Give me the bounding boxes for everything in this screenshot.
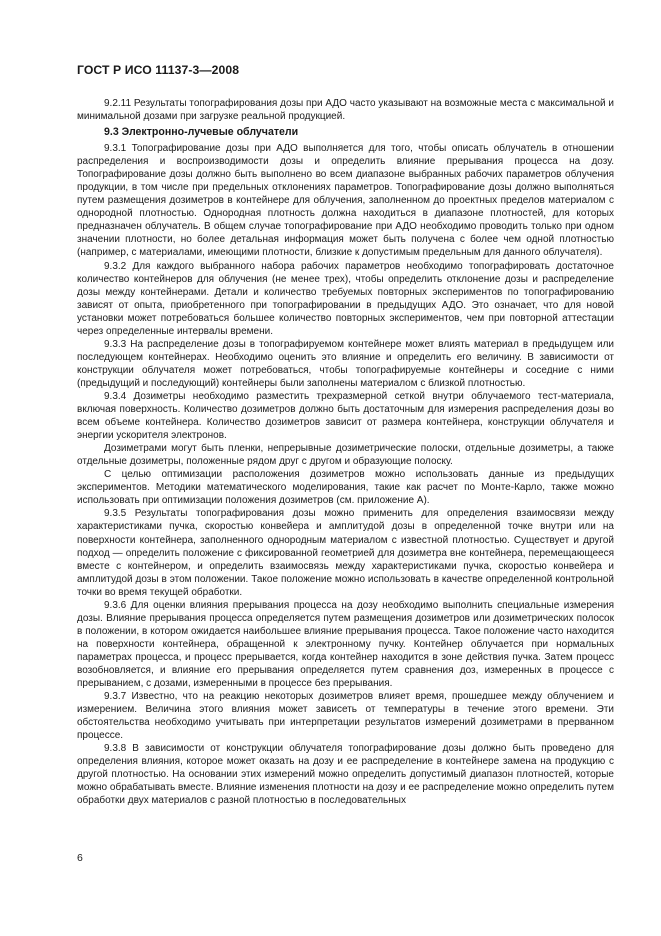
document-body: [77, 97, 614, 807]
paragraph-9-3-3: 9.3.3 На распределение дозы в топографируемом контейнере может влиять материал в предыдущем или последующем контейнерах. Необходимо оценить это влияние и определить его величину. В зависимости от конструкции облучателя может потребоваться, чтобы топографируемые контейнеры и соседние с ними (предыдущий и последующий) контейнеры были заполнены материалом с близкой плотностью.: [77, 338, 614, 389]
paragraph-9-3-4-optimization: С целью оптимизации расположения дозиметров можно использовать данные из предыдущих экспериментов. Методики математического моделирования, такие как расчет по Монте-Карло, также можно использовать при оптимизации положения дозиметров (см. приложение А).: [77, 469, 614, 507]
page-header-standard-id: ГОСТ Р ИСО 11137-3—2008: [77, 63, 240, 77]
paragraph-9-3-1: 9.3.1 Топографирование дозы при АДО выполняется для того, чтобы описать облучатель в отношении распределения и воспроизводимости дозы и определить влияние прерывания процесса на дозу. Топографирование дозы должно быть выполнено во всем диапазоне выбранных рабочих параметров облучения продукции, в том числе при предельных отклонениях параметров. Топографирование дозы должно выполняться путем размещения дозиметров в контейнере для облучения, заполненном до проектных пределов материалом с однородной плотностью. Однородная плотность должна находиться в диапазоне плотностей, для которых предназначен облучатель. В общем случае топографирование при АДО необходимо проводить только при одном значении плотности, но более детальная информация может быть получена с более чем одной плотностью (например, с материалами, имеющими плотности, близкие к допустимым предельным для данного облучателя).: [77, 143, 614, 259]
paragraph-9-3-8: 9.3.8 В зависимости от конструкции облучателя топографирование дозы должно быть проведено для определения влияния, которое может оказать на дозу и ее распределение в контейнере замена на продукцию с другой плотностью. На основании этих измерений можно определить допустимый диапазон плотностей, которые можно обрабатывать вместе. Влияние изменения плотности на дозу и ее распределение можно определить путем обработки двух материалов с разной плотностью в последовательных: [77, 743, 614, 807]
page-number: 6: [77, 852, 83, 864]
section-heading-9-3: 9.3 Электронно-лучевые облучатели: [104, 126, 299, 139]
paragraph-9-3-4: 9.3.4 Дозиметры необходимо разместить трехразмерной сеткой внутри облучаемого тест-материала, включая поверхность. Количество дозиметров должно быть достаточным для измерения распределения дозы во всем объеме контейнера. Количество дозиметров зависит от размера контейнера, конструкции облучателя и энергии ускорителя электронов.: [77, 390, 614, 442]
paragraph-9-3-5: 9.3.5 Результаты топографирования дозы можно применить для определения взаимосвязи между характеристиками пучка, скоростью конвейера и амплитудой дозы в определенной точке внутри или на поверхности контейнера, заполненного однородным материалом с известной плотностью. Существует и другой подход — определить положение с фиксированной геометрией для дозиметра вне контейнера, перемещающееся вместе с контейнером, и определить взаимосвязь между характеристиками пучка, скоростью конвейера и амплитудой дозы в этом положении. Такое положение можно использовать в качестве определенной контрольной точки во время текущей обработки.: [77, 508, 614, 598]
paragraph-9-3-7: 9.3.7 Известно, что на реакцию некоторых дозиметров влияет время, прошедшее между облучением и измерением. Величина этого влияния может зависеть от температуры в течение этого времени. Эти обстоятельства необходимо учитывать при интерпретации результатов измерений дозиметрами в прерванном процессе.: [77, 691, 614, 742]
paragraph-9-3-2: 9.3.2 Для каждого выбранного набора рабочих параметров необходимо топографировать достаточное количество контейнеров для облучения (не менее трех), чтобы определить отклонение дозы и распределение дозы между контейнерами. Детали и количество требуемых повторных экспериментов по топографированию зависят от опыта, приобретенного при топографировании в предыдущих АДО. Это означает, что для новой установки может потребоваться большее количество повторных экспериментов, чем при повторной аттестации через определенные интервалы времени.: [77, 260, 614, 337]
paragraph-9-2-11: 9.2.11 Результаты топографирования дозы при АДО часто указывают на возможные места с максимальной и минимальной дозами при загрузке реальной продукцией.: [77, 98, 614, 123]
paragraph-9-3-4-dosimeter-types: Дозиметрами могут быть пленки, непрерывные дозиметрические полоски, отдельные дозиметры, а также отдельные дозиметры, положенные рядом друг с другом и образующие полоску.: [77, 443, 614, 468]
paragraph-9-3-6: 9.3.6 Для оценки влияния прерывания процесса на дозу необходимо выполнить специальные измерения дозы. Влияние прерывания процесса определяется путем размещения дозиметров или дозиметрических полосок в положении, в котором ожидается наибольшее влияние прерывания процесса. Такое положение часто находится на поверхности контейнера, обращенной к электронному пучку. Контейнер облучается при нормальных параметрах процесса, и процесс прерывается, когда контейнер находится в зоне действия пучка. Затем процесс возобновляется, и влияние его прерывания определяется путем сравнения доз, измеренных в процессе с прерыванием, с дозами, измеренными в процессе без прерывания.: [77, 599, 614, 690]
